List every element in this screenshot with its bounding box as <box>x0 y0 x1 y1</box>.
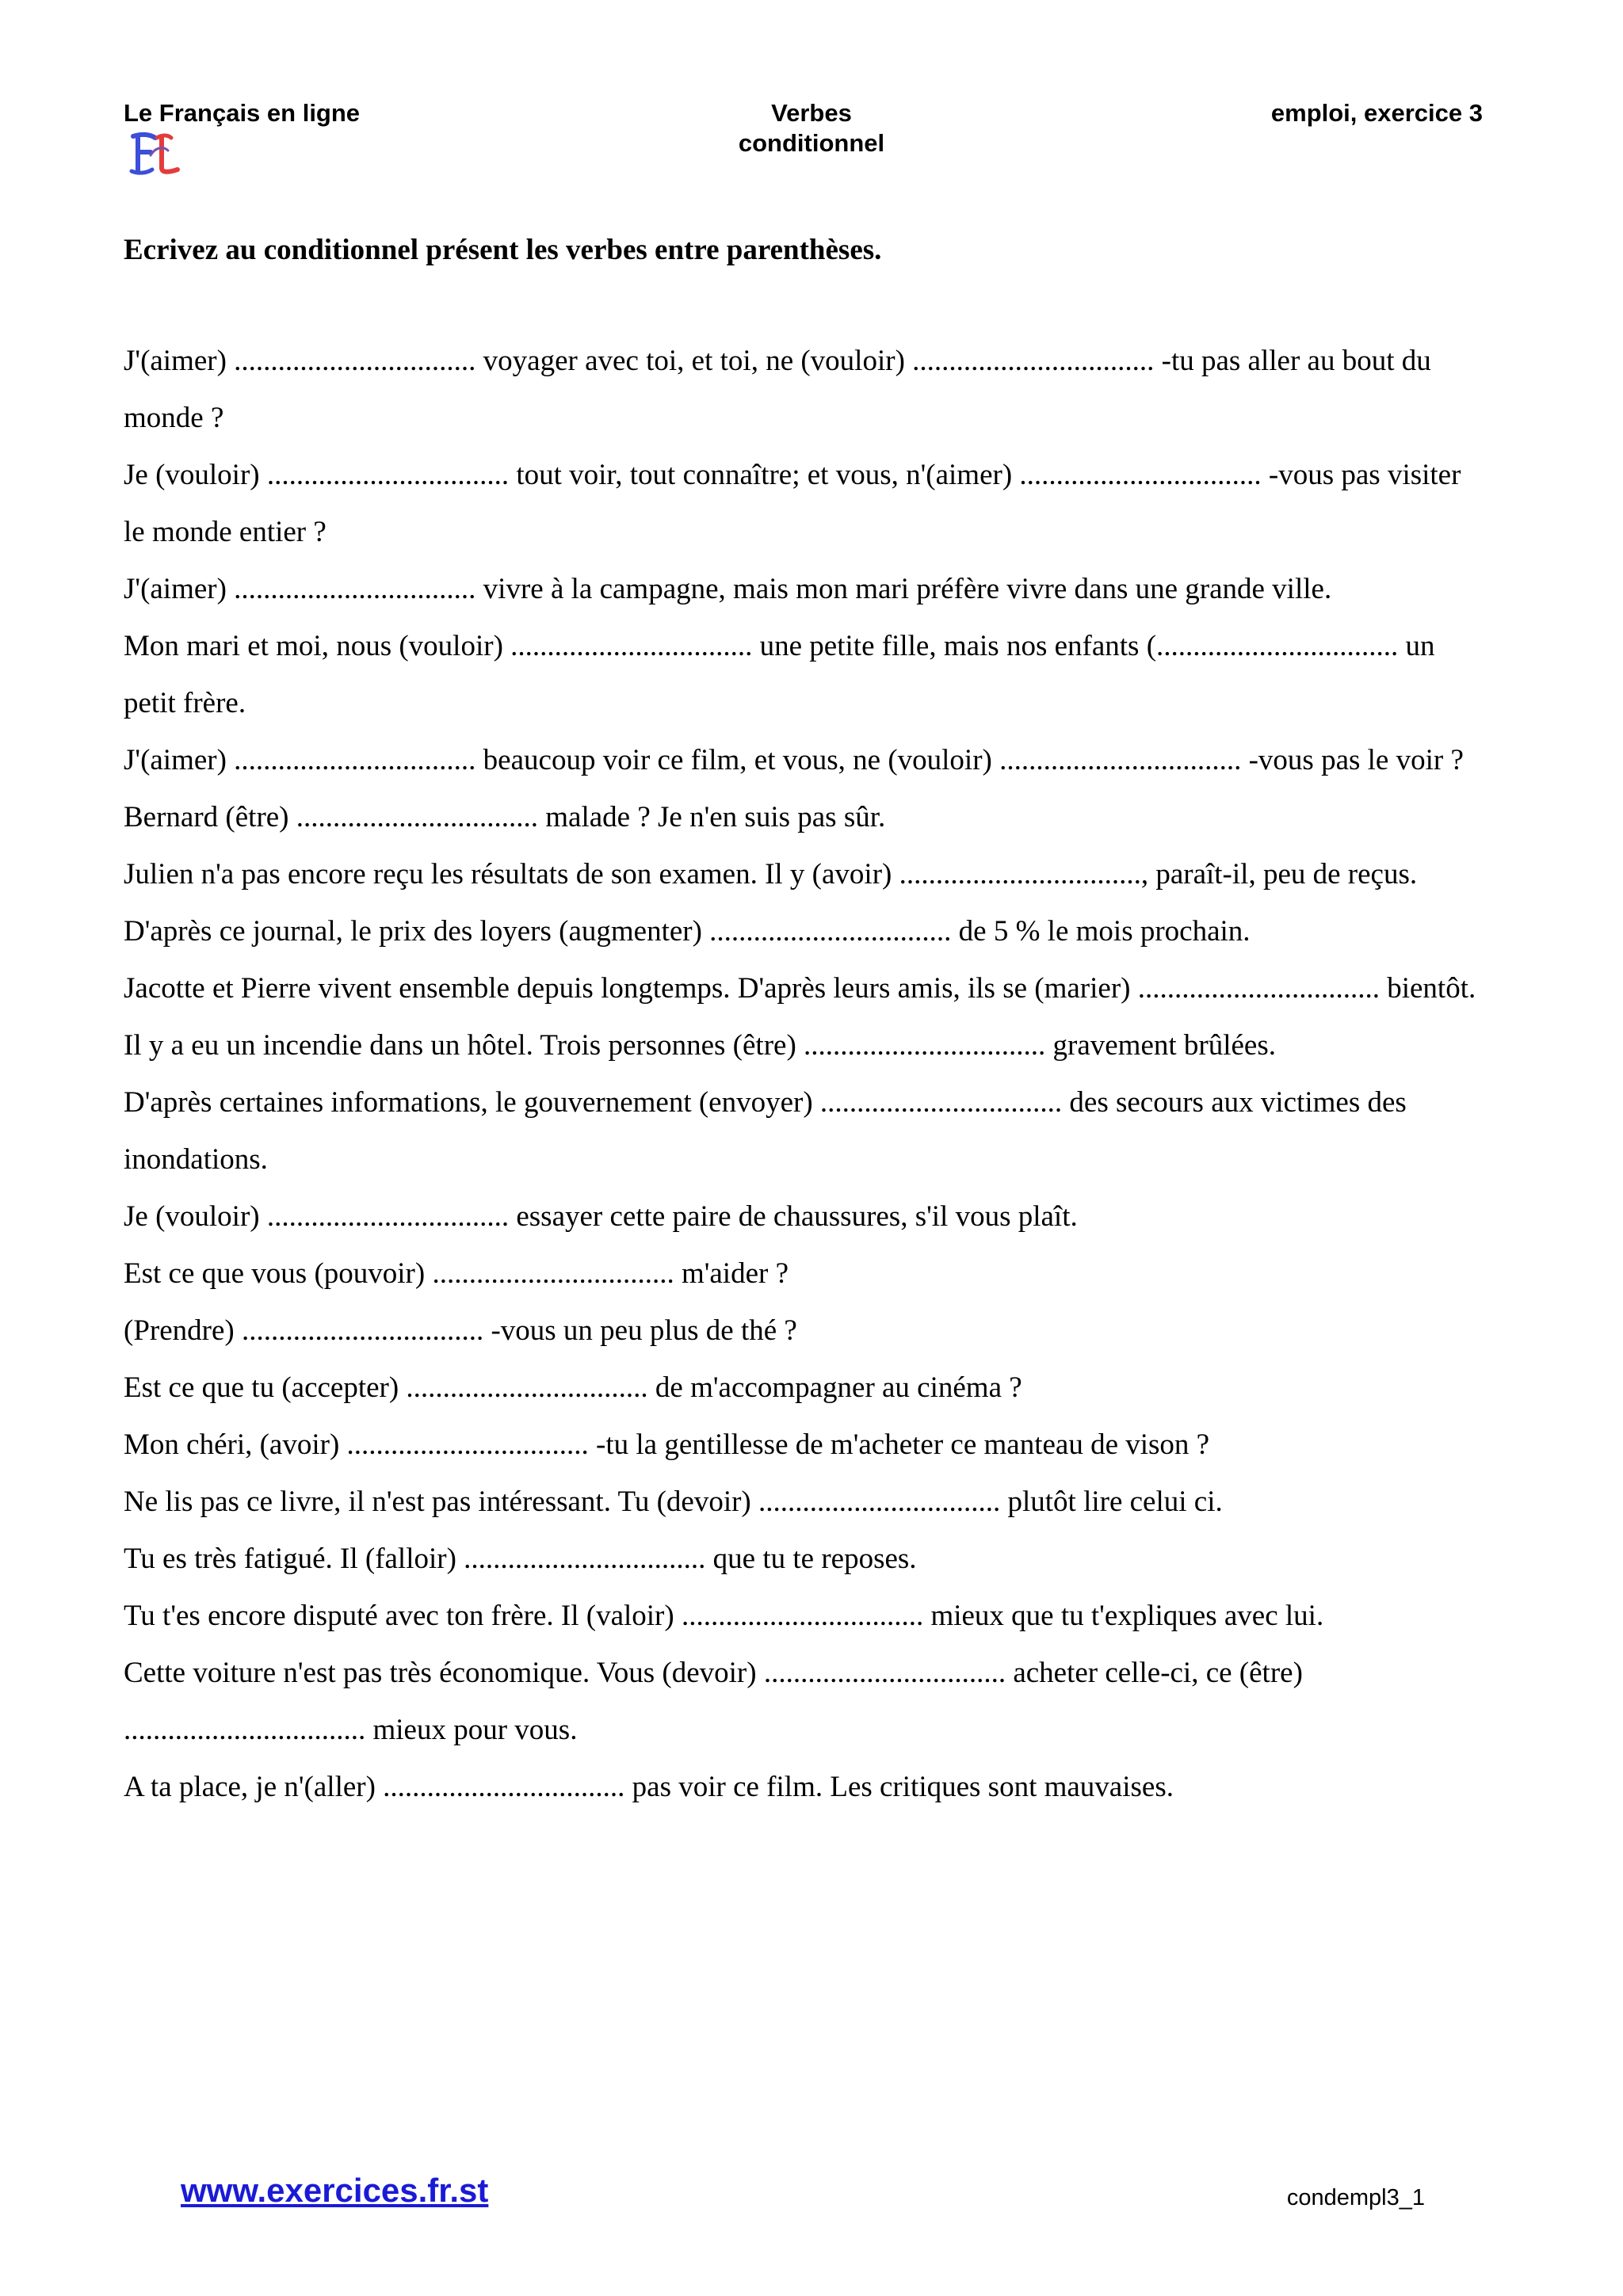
website-link[interactable]: www.exercices.fr.st <box>181 2172 489 2209</box>
exercise-item: Tu es très fatigué. Il (falloir) ................................. que tu te reposes. <box>124 1543 917 1575</box>
exercise-item: J'(aimer) ................................. vivre à la campagne, mais mon mari préfère vivre dans une grande ville. <box>124 573 1332 605</box>
exercise-item: Cette voiture n'est pas très économique. Vous (devoir) ................................. acheter celle-ci, ce (être) ................................. mieux pour vous. <box>124 1657 1303 1746</box>
exercise-item: Il y a eu un incendie dans un hôtel. Trois personnes (être) ................................. gravement brûlées. <box>124 1029 1277 1062</box>
exercise-item: D'après ce journal, le prix des loyers (augmenter) ................................. de 5 % le mois prochain. <box>124 915 1251 948</box>
exercise-item: D'après certaines informations, le gouvernement (envoyer) ................................. des secours aux victimes des inondations. <box>124 1086 1407 1176</box>
exercise-item: Est ce que tu (accepter) ................................. de m'accompagner au cinéma ? <box>124 1371 1022 1404</box>
exercise-item: Mon chéri, (avoir) ................................. -tu la gentillesse de m'acheter ce manteau de vison ? <box>124 1428 1210 1461</box>
topic-line-2: conditionnel <box>738 129 885 157</box>
exercise-item: J'(aimer) ................................. voyager avec toi, et toi, ne (vouloir) ................................. -tu pas aller au bout du monde ? <box>124 345 1431 434</box>
exercise-item: Je (vouloir) ................................. essayer cette paire de chaussures, s'il vous plaît. <box>124 1200 1078 1233</box>
exercise-item: A ta place, je n'(aller) ................................. pas voir ce film. Les critiques sont mauvaises. <box>124 1771 1174 1803</box>
exercise-item: Mon mari et moi, nous (vouloir) ................................. une petite fille, mais nos enfants (................................. un petit frère. <box>124 630 1435 719</box>
exercise-item: Est ce que vous (pouvoir) ................................. m'aider ? <box>124 1257 789 1290</box>
exercise-list <box>124 333 1487 1816</box>
exercise-item: Tu t'es encore disputé avec ton frère. Il (valoir) ................................. mieux que tu t'expliques avec lui. <box>124 1600 1324 1632</box>
fl-logo-icon <box>127 132 184 176</box>
exercise-item: Bernard (être) ................................. malade ? Je n'en suis pas sûr. <box>124 801 886 833</box>
exercise-label: emploi, exercice 3 <box>1270 99 1483 127</box>
topic-line-1: Verbes <box>771 99 852 127</box>
site-title: Le Français en ligne <box>124 99 361 127</box>
exercise-item: J'(aimer) ................................. beaucoup voir ce film, et vous, ne (vouloir) ................................. -vous pas le voir ? <box>124 744 1464 776</box>
exercise-item: Julien n'a pas encore reçu les résultats de son examen. Il y (avoir) ................................., paraît-il, peu de reçus. <box>124 858 1418 891</box>
exercise-item: (Prendre) ................................. -vous un peu plus de thé ? <box>124 1314 797 1347</box>
exercise-item: Je (vouloir) ................................. tout voir, tout connaître; et vous, n'(aimer) ................................. -vous pas visiter le monde entier ? <box>124 459 1461 548</box>
topic-title <box>574 98 1049 158</box>
document-code: condempl3_1 <box>1286 2185 1425 2210</box>
exercise-item: Ne lis pas ce livre, il n'est pas intéressant. Tu (devoir) ................................. plutôt lire celui ci. <box>124 1486 1223 1518</box>
instruction-heading: Ecrivez au conditionnel présent les verbes entre parenthèses. <box>124 234 882 266</box>
exercise-item: Jacotte et Pierre vivent ensemble depuis longtemps. D'après leurs amis, ils se (marier) ................................. bientôt. <box>124 972 1476 1005</box>
